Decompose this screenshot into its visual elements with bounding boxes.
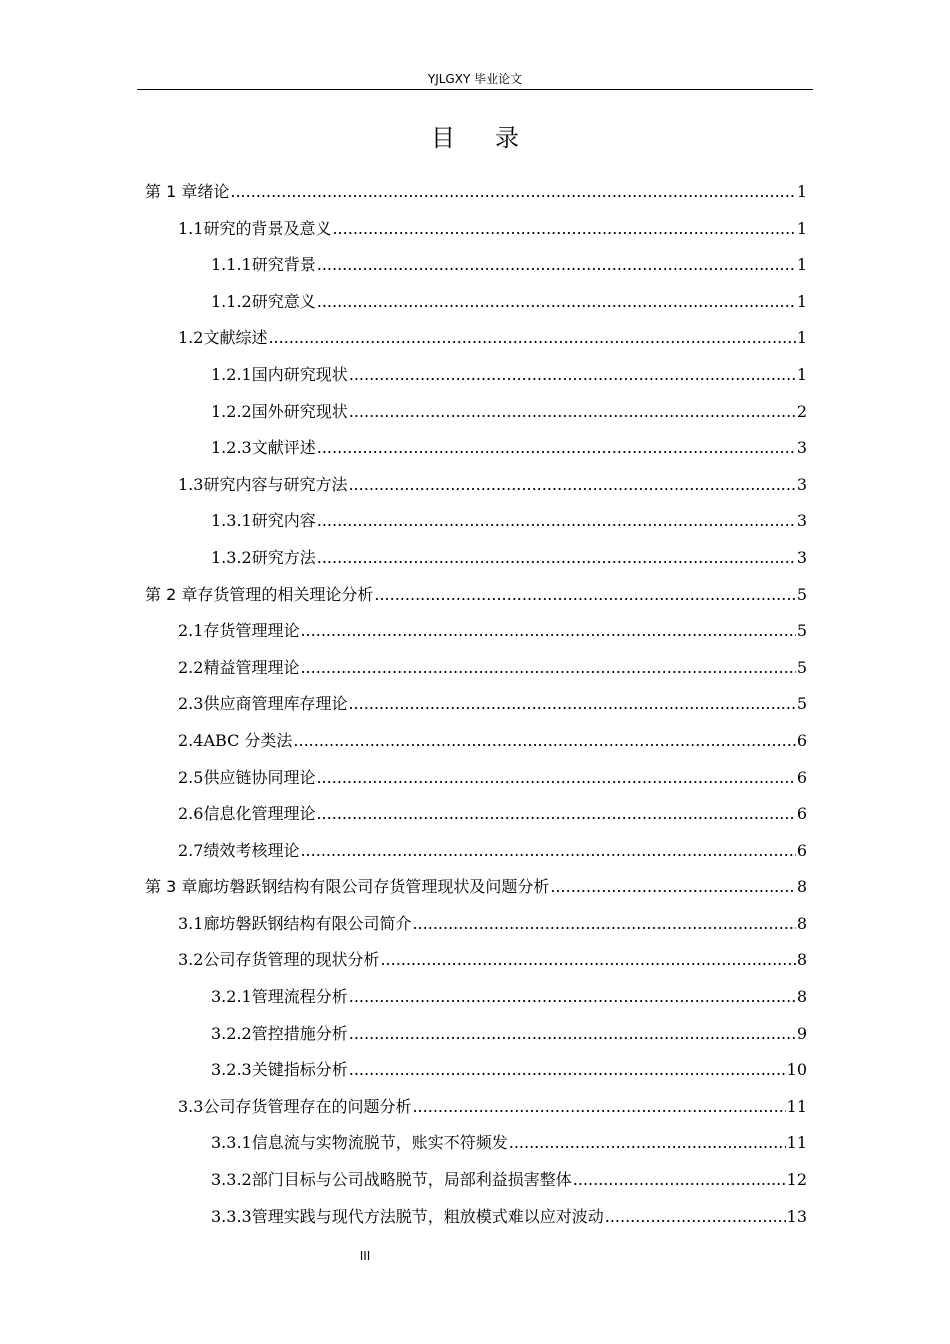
toc-dot-leader (293, 723, 795, 760)
toc-entry-page: 1 (796, 218, 807, 238)
toc-entry-title: 供应链协同理论 (203, 767, 316, 787)
toc-entry-page: 6 (796, 804, 807, 824)
toc-entry[interactable] (145, 284, 807, 321)
toc-entry-title: 研究的背景及意义 (203, 218, 332, 238)
toc-entry[interactable] (145, 1016, 807, 1053)
toc-dot-leader (349, 1052, 786, 1089)
toc-entry-page: 1 (796, 364, 807, 384)
toc-entry[interactable] (145, 686, 807, 723)
toc-entry[interactable] (145, 357, 807, 394)
footer-page-number: III (359, 1249, 371, 1263)
toc-entry-number: 1.2.1 (211, 364, 252, 384)
toc-entry-title: 信息化管理理论 (203, 804, 316, 824)
toc-entry-number: 3.2.1 (211, 987, 252, 1007)
toc-entry-title: 廊坊磐跃钢结构有限公司简介 (203, 913, 412, 933)
header-rule (137, 89, 813, 90)
toc-dot-leader (300, 613, 795, 650)
toc-entry-page: 2 (796, 401, 807, 421)
toc-entry-number: 3.1 (178, 913, 204, 933)
toc-dot-leader (349, 357, 796, 394)
toc-entry-page: 6 (796, 730, 807, 750)
toc-dot-leader (380, 942, 795, 979)
toc-entry-title: 研究意义 (251, 291, 316, 311)
toc-entry-number: 第 1 章 (145, 182, 198, 201)
toc-entry-title: 管理实践与现代方法脱节，粗放模式难以应对波动 (251, 1206, 604, 1226)
toc-dot-leader (348, 467, 795, 504)
toc-entry-number: 第 3 章 (145, 877, 198, 897)
table-of-contents (145, 174, 807, 1235)
toc-entry-number: 2.7 (178, 840, 204, 860)
toc-dot-leader (317, 284, 796, 321)
toc-entry-page: 1 (796, 291, 807, 311)
page-header: YJLGXY 毕业论文 (427, 72, 523, 86)
toc-entry-page: 13 (786, 1206, 807, 1226)
toc-entry[interactable] (145, 942, 807, 979)
toc-entry-page: 3 (796, 511, 807, 531)
toc-entry-page: 1 (796, 255, 807, 275)
toc-dot-leader (573, 1162, 786, 1199)
toc-entry[interactable] (145, 1052, 807, 1089)
toc-entry-title: 文献评述 (251, 438, 316, 458)
toc-entry-page: 5 (796, 621, 807, 641)
toc-entry-title: 信息流与实物流脱节，账实不符频发 (251, 1133, 508, 1153)
toc-entry[interactable] (145, 613, 807, 650)
toc-dot-leader (412, 1089, 785, 1126)
toc-entry[interactable] (145, 723, 807, 760)
toc-entry-title: 精益管理理论 (203, 657, 300, 677)
toc-entry-number: 1.1 (178, 218, 204, 238)
toc-entry-title: 存货管理的相关理论分析 (197, 584, 374, 604)
toc-entry-title: 绪论 (197, 182, 230, 201)
toc-dot-leader (509, 1125, 786, 1162)
toc-dot-leader (605, 1199, 786, 1236)
toc-dot-leader (332, 211, 795, 248)
toc-entry[interactable] (145, 1199, 807, 1236)
toc-entry-number: 1.2.2 (211, 401, 252, 421)
toc-entry-title: 文献综述 (203, 328, 268, 348)
toc-entry-title: 国内研究现状 (251, 364, 348, 384)
toc-entry-title: 管理流程分析 (251, 987, 348, 1007)
toc-entry-title: 存货管理理论 (203, 621, 300, 641)
toc-dot-leader (316, 760, 795, 797)
toc-entry-number: 1.3.2 (211, 547, 252, 567)
toc-entry-title: 管控措施分析 (251, 1023, 348, 1043)
toc-entry-page: 8 (796, 877, 807, 897)
toc-entry[interactable] (145, 503, 807, 540)
toc-dot-leader (317, 503, 796, 540)
toc-title: 目录 (431, 124, 559, 152)
toc-entry-title: 供应商管理库存理论 (203, 694, 348, 714)
toc-entry-number: 第 2 章 (145, 584, 198, 604)
toc-entry[interactable] (145, 320, 807, 357)
toc-entry[interactable] (145, 979, 807, 1016)
toc-entry-number: 3.2 (178, 950, 204, 970)
toc-entry-number: 2.2 (178, 657, 204, 677)
toc-entry-page: 6 (796, 840, 807, 860)
toc-entry-number: 3.3.2 (211, 1170, 252, 1190)
toc-entry-number: 1.2.3 (211, 438, 252, 458)
toc-entry[interactable] (145, 1125, 807, 1162)
toc-entry[interactable] (145, 247, 807, 284)
toc-entry-page: 11 (786, 1133, 807, 1153)
toc-entry-title: 关键指标分析 (251, 1060, 348, 1080)
toc-entry-title: 研究内容 (251, 511, 316, 531)
toc-dot-leader (349, 979, 796, 1016)
toc-entry-number: 3.2.3 (211, 1060, 252, 1080)
toc-entry-title: 绩效考核理论 (203, 840, 300, 860)
toc-entry-page: 8 (796, 987, 807, 1007)
toc-entry[interactable] (145, 650, 807, 687)
toc-dot-leader (268, 320, 795, 357)
toc-entry[interactable] (145, 174, 807, 211)
toc-entry[interactable] (145, 467, 807, 504)
toc-dot-leader (550, 869, 795, 906)
toc-entry[interactable] (145, 540, 807, 577)
toc-entry[interactable] (145, 211, 807, 248)
toc-entry-page: 8 (796, 950, 807, 970)
toc-dot-leader (317, 247, 796, 284)
toc-entry-page: 1 (796, 182, 807, 201)
toc-dot-leader (316, 796, 795, 833)
toc-entry-page: 6 (796, 767, 807, 787)
toc-entry-title: ABC 分类法 (203, 730, 293, 750)
toc-entry-page: 1 (796, 328, 807, 348)
toc-dot-leader (317, 540, 796, 577)
toc-entry-title: 廊坊磐跃钢结构有限公司存货管理现状及问题分析 (197, 877, 550, 897)
toc-entry-page: 9 (796, 1023, 807, 1043)
toc-entry-number: 2.6 (178, 804, 204, 824)
toc-entry-title: 公司存货管理的现状分析 (203, 950, 380, 970)
toc-entry[interactable] (145, 394, 807, 431)
toc-entry-number: 3.2.2 (211, 1023, 252, 1043)
toc-entry[interactable] (145, 906, 807, 943)
toc-entry[interactable] (145, 577, 807, 614)
toc-entry-title: 公司存货管理存在的问题分析 (203, 1096, 412, 1116)
toc-entry[interactable] (145, 1162, 807, 1199)
toc-entry-page: 10 (786, 1060, 807, 1080)
toc-entry-title: 部门目标与公司战略脱节，局部利益损害整体 (251, 1170, 572, 1190)
toc-entry[interactable] (145, 760, 807, 797)
toc-entry-page: 5 (796, 657, 807, 677)
toc-entry-number: 3.3.3 (211, 1206, 252, 1226)
toc-entry-number: 1.1.2 (211, 291, 252, 311)
toc-entry-number: 2.3 (178, 694, 204, 714)
toc-entry-number: 3.3.1 (211, 1133, 252, 1153)
toc-entry[interactable] (145, 833, 807, 870)
toc-entry-page: 5 (796, 584, 807, 604)
toc-entry[interactable] (145, 869, 807, 906)
toc-entry[interactable] (145, 1089, 807, 1126)
toc-dot-leader (349, 394, 796, 431)
toc-entry-title: 国外研究现状 (251, 401, 348, 421)
toc-entry-number: 2.5 (178, 767, 204, 787)
toc-entry-page: 3 (796, 438, 807, 458)
toc-entry-title: 研究内容与研究方法 (203, 474, 348, 494)
toc-entry[interactable] (145, 430, 807, 467)
toc-entry[interactable] (145, 796, 807, 833)
toc-entry-number: 2.1 (178, 621, 204, 641)
toc-dot-leader (349, 1016, 796, 1053)
toc-dot-leader (374, 577, 795, 614)
toc-entry-page: 11 (786, 1096, 807, 1116)
toc-entry-page: 3 (796, 547, 807, 567)
toc-entry-page: 8 (796, 913, 807, 933)
toc-entry-number: 2.4 (178, 730, 204, 750)
toc-entry-number: 1.1.1 (211, 255, 252, 275)
toc-entry-page: 12 (786, 1170, 807, 1190)
toc-entry-page: 5 (796, 694, 807, 714)
toc-entry-title: 研究背景 (251, 255, 316, 275)
toc-dot-leader (300, 650, 795, 687)
toc-dot-leader (317, 430, 796, 467)
toc-dot-leader (348, 686, 795, 723)
toc-entry-number: 1.3.1 (211, 511, 252, 531)
toc-entry-page: 3 (796, 474, 807, 494)
toc-entry-number: 1.3 (178, 474, 204, 494)
toc-dot-leader (300, 833, 795, 870)
toc-entry-number: 1.2 (178, 328, 204, 348)
toc-dot-leader (230, 174, 795, 211)
toc-entry-number: 3.3 (178, 1096, 204, 1116)
toc-dot-leader (412, 906, 795, 943)
toc-entry-title: 研究方法 (251, 547, 316, 567)
